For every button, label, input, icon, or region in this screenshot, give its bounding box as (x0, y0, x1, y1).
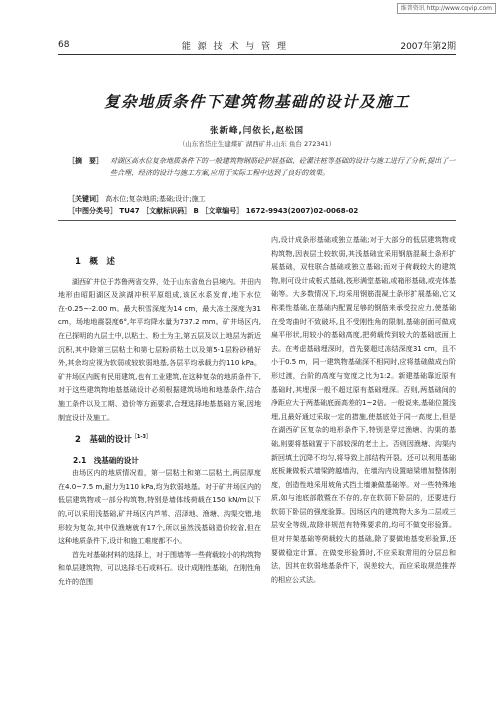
header-rule (58, 54, 456, 55)
subsection-2-1-paragraph-1: 由场区内的地质情况看，第一层粘土和第二层粘土,两层厚度在4.0~7.5 m,耐力为110 kPa,均为软弱地基。对于矿井场区内的低层建筑物或一部分构筑物,特别是墙体线荷载在150 kN/m以下的,可以采用浅基础,矿井场区内芦苇、沼泽地、渔塘、沟渠交错,地形较为复杂,其中仅渔塘就有17个,所以虽然浅基础造价较省,但在这种地质条件下,设计和施工难度都不小。 (58, 469, 261, 546)
meta-rule (58, 220, 456, 221)
paper-title: 复杂地质条件下建筑物基础的设计及施工 (103, 92, 410, 111)
keywords-label: ［关键词］ (68, 195, 103, 203)
keywords-text: 高水位;复杂地质;基础;设计;施工 (105, 195, 206, 203)
abstract (68, 155, 456, 179)
page-number: 68 (58, 40, 70, 50)
subsection-2-1-paragraph-2: 首先对基础材料的选择上，对于围墙等一些荷载较小的构筑物和单层建筑物，可以选择毛石或料石。设计成刚性基础，在刚性角允许的范围 (58, 550, 261, 586)
subsection-2-1-heading: 2.1 浅基础的设计 (73, 455, 139, 465)
keywords (68, 193, 456, 205)
section-2-citation: ［1-3］ (131, 434, 151, 441)
right-column (271, 234, 456, 587)
authors: 张新峰,闫依长,赵松国 (210, 126, 304, 136)
section-2-title: 2 基础的设计 (75, 434, 132, 445)
affiliation: （山东省岱庄生建煤矿 湖西矿井,山东 鱼台 272341） (178, 140, 336, 148)
running-header (58, 38, 456, 52)
abstract-text: 对湖区高水位复杂地质条件下的一般建筑物钢筋砼护展基础、砼灌注桩等基础的设计与施工进行了分析,提出了一些合理、经济的设计与施工方案,应用于实际工程中达到了良好的效果。 (110, 157, 456, 177)
abstract-label: ［摘 要］ (68, 157, 103, 165)
section-1-heading: 1 概 述 (75, 257, 115, 267)
section-2-heading (58, 431, 261, 447)
right-column-paragraph: 内,设计成条形基础或独立基础;对于大部分的低层建筑物或构筑物,因表层土较软弱,其浅基础宜采用钢筋混凝土条形扩展基础，双柱联合基础或独立基础;而对于荷载较大的建筑物,则可设计成板式基础,筏形满堂基础,或箱形基础,或壳体基础等。大多数情况下,均采用钢筋混凝土条形扩展基础,它又称柔性基础,在基础内配置足够的钢筋来承受拉应力,使基础在受弯曲时不致破坏,且不受刚性角的限制,基础剖面可做成扁平形状,用较小的基础高度,把荷载传到较大的基础底面上去。在考虑基础埋深时，首先要超过冻结深度31 cm，且不小于0.5 m，同一建筑物基础深不相同时,应将基础做成台阶形过渡，台阶的高度与宽度之比为1:2。新建基础靠近原有基础时,其埋深一般不超过原有基础埋深。否则,两基础间的净距应大于两基础底面高差的1~2倍。一般说来,基础位置浅埋,且最好通过采取一定的措施,使基底处于同一高度上,但是在湖西矿区复杂的地形条件下,特别是穿过渔塘、沟渠的基础,则要将基础置于下部较深的老土上。否则因渔塘、沟渠内新回填土沉降不均匀,将导致上部结构开裂。还可以利用基础底板兼做板式墙梁跨越墙沟，在墙沟内设置暗梁增加整体刚度，创造性地采用坡角式挡土墙兼做基础等。对一些特殊地质,如与池底部散暨在不存的,存在软弱下卧层的，还要进行软弱下卧层的强度验算。因场区内的建筑物大多为二层或三层安全等级,故除非规范有特殊要求的,均可不做变形验算。但对井架基础等荷载较大的基础,除了要做地基变形验算,还要做稳定计算。在做变形验算时,不应采取常用的分层总和法，因其在软弱地基条件下，误差较大，而应采取规范推荐的相应公式法。 (271, 236, 456, 584)
watermark: 维普资讯 http://www.cqvip.com (397, 3, 496, 14)
issue-label: 2007年第2期 (400, 41, 456, 52)
classification-line (68, 205, 456, 217)
section-1-paragraph: 湖西矿井位于苏鲁两省交界，处于山东省鱼台县境内。井田内地形由昭阳湖区及滨湖冲积平原组成,该区水系发育,地下水位在-0.25~-2.00 m。最大积雪深度为14 cm，最大冻土深度为31 cm，场地地震裂度6°,年平均降水量为737.2 mm。矿井场区内,在已探明的九层土中,以粘土、粉土为主,第五层及以上地层为新近沉积,其中除第三层粘土和第七层粉质粘土以及第5-1层粉砂稍好外,其余均应视为软弱或较软弱地基,各层平均承载力约110 kPa。矿井场区内既有民用建筑,也有工业建筑,在这种复杂的地质条件下,对于这些建筑物地基基础设计必须根据建筑场地和地基条件,结合施工条件以及工期、造价等方面要求,合理选择地基基础方案,因地制宜设计及施工。 (58, 277, 261, 422)
classification-text: ［中图分类号］ TU47 ［文献标识码］ B ［文章编号］ 1672-9943(2007)02-0068-02 (68, 207, 359, 215)
left-column (58, 232, 261, 589)
journal-name: 能 源 技 术 与 管 理 (181, 41, 288, 52)
